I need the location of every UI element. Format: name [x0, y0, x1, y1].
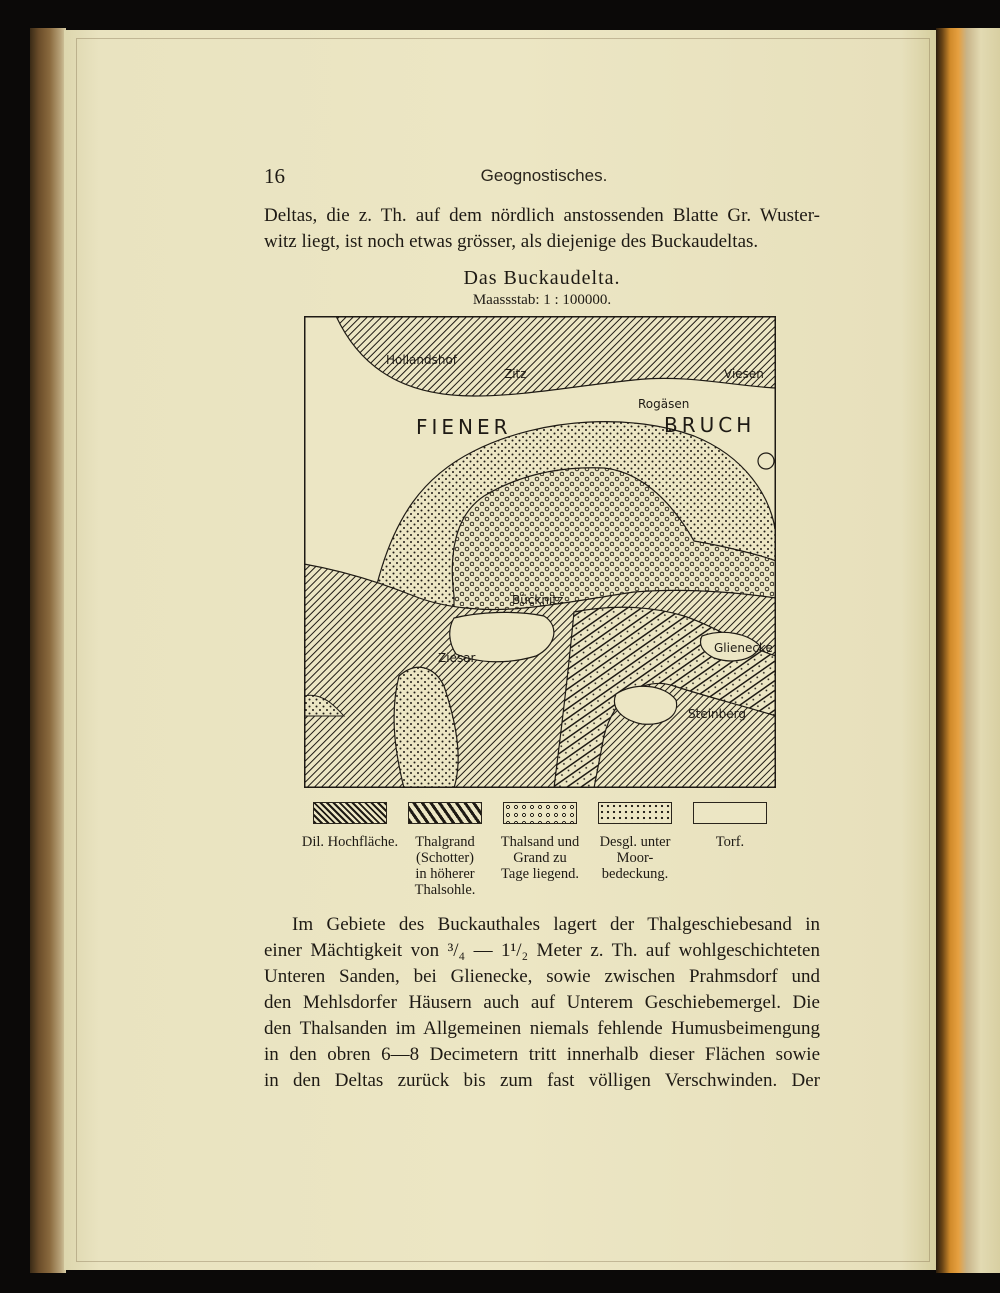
map-label-zitz: Zitz: [504, 367, 527, 381]
map-label-glienecke: Glienecke: [714, 641, 773, 655]
text-line: witz liegt, ist noch etwas grösser, als diejenige des Buckaudeltas.: [264, 231, 759, 252]
legend-item-thalgrand: [395, 802, 495, 898]
legend-item-hochflaeche: [300, 802, 400, 850]
page-header: [264, 164, 824, 194]
legend-text: Moor-: [616, 850, 654, 866]
intro-paragraph: [264, 203, 820, 255]
text-line: Unteren Sanden, bei Glienecke, sowie zwischen Prahmsdorf und: [264, 966, 820, 987]
legend-item-thalsand: [490, 802, 590, 882]
legend-text: (Schotter): [416, 850, 474, 866]
legend-text: bedeckung.: [601, 866, 669, 882]
map-label-ziesar: Ziesar: [438, 651, 476, 665]
legend-item-torf: [680, 802, 780, 850]
legend-text: Thalgrand: [415, 834, 475, 850]
figure-scale: Maassstab: 1 : 100000.: [472, 292, 612, 308]
legend-text: Thalsand und: [500, 834, 580, 850]
map-legend: [300, 802, 780, 897]
legend-swatch: [408, 802, 482, 824]
map-circle-marker: [758, 453, 774, 469]
map-label-fiener: FIENER: [416, 415, 512, 439]
map-label-bruch: BRUCH: [664, 413, 756, 437]
legend-text: Grand zu: [513, 850, 567, 866]
legend-text: Dil. Hochfläche.: [301, 834, 399, 850]
legend-text: Desgl. unter: [599, 834, 671, 850]
legend-swatch: [503, 802, 577, 824]
text-line: Im Gebiete des Buckauthales lagert der Thalgeschiebesand in: [292, 914, 820, 935]
legend-swatch: [693, 802, 767, 824]
legend-text: Thalsohle.: [414, 882, 476, 898]
legend-text: Tage liegend.: [501, 866, 579, 882]
legend-text: Torf.: [715, 834, 745, 850]
book-spine: [30, 28, 66, 1273]
legend-swatch: [313, 802, 387, 824]
map-label-bucknitz: Bücknitz: [512, 593, 564, 607]
text-line: einer Mächtigkeit von ³/₄ — 1¹/₂ Meter z. Th. auf wohlgeschichteten: [264, 940, 820, 961]
map-label-steinberg: Steinberg: [688, 707, 746, 721]
legend-text: in höherer: [415, 866, 475, 882]
running-head: Geognostisches.: [480, 166, 608, 185]
buckau-delta-map: [304, 316, 776, 788]
text-line: in den Deltas zurück bis zum fast völligen Verschwinden. Der: [264, 1070, 820, 1091]
map-label-viesen: Viesen: [724, 367, 764, 381]
body-paragraph: [264, 912, 820, 1094]
legend-item-moor: [585, 802, 685, 882]
text-line: den Mehlsdorfer Häusern auch auf Unterem Geschiebemergel. Die: [264, 992, 820, 1013]
figure-title: Das Buckaudelta.: [463, 267, 621, 289]
page-number: 16: [264, 164, 285, 188]
text-line: in den obren 6—8 Decimetern tritt innerhalb dieser Flächen sowie: [264, 1044, 820, 1065]
text-line: den Thalsanden im Allgemeinen niemals fehlende Humusbeimengung: [264, 1018, 820, 1039]
facing-page-edge: [936, 28, 1000, 1273]
map-label-hollandshof: Hollandshof: [386, 353, 458, 367]
legend-swatch: [598, 802, 672, 824]
text-line: Deltas, die z. Th. auf dem nördlich anstossenden Blatte Gr. Wuster-: [264, 205, 820, 226]
map-label-rogaesen: Rogäsen: [638, 397, 690, 411]
